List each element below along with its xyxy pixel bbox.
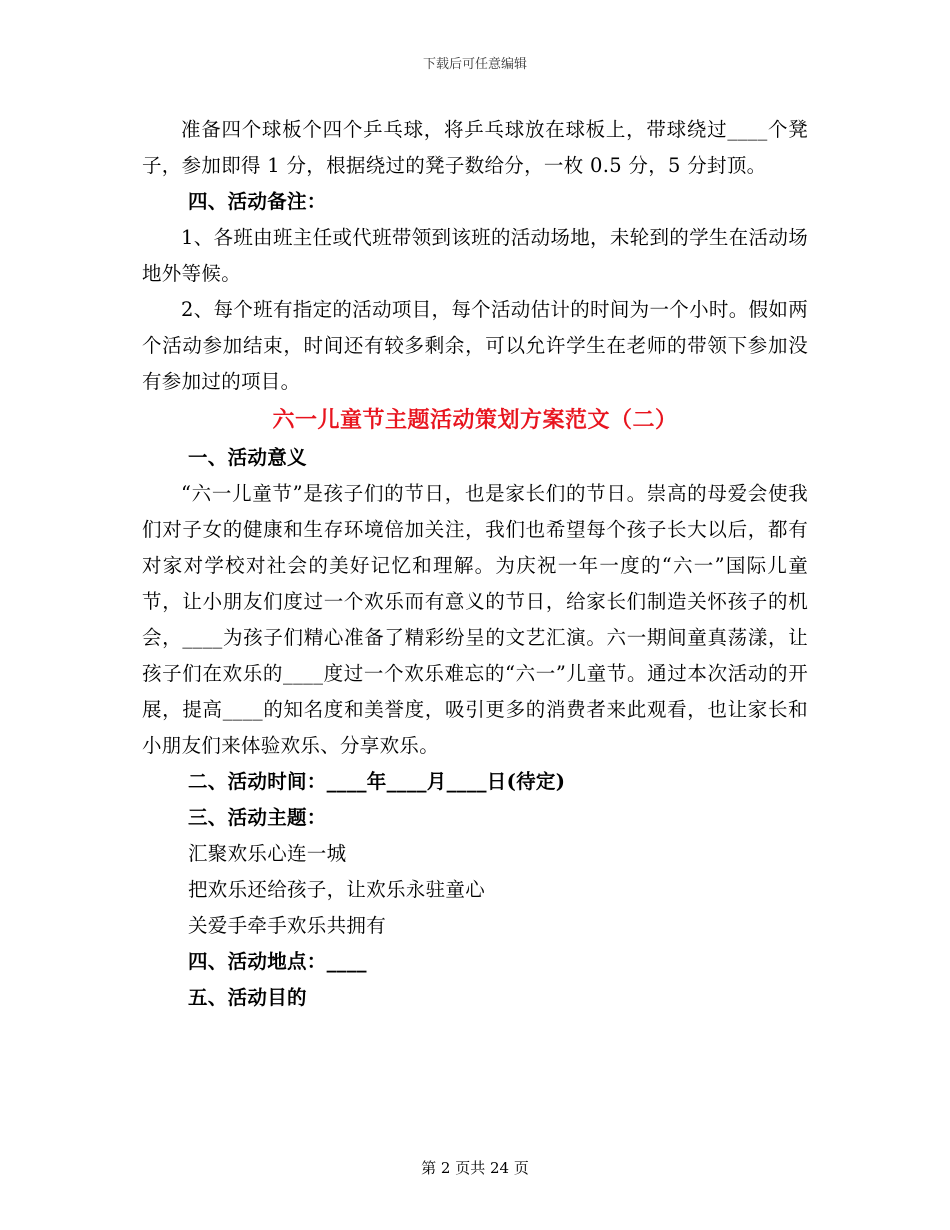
paragraph-table-tennis-rules: 准备四个球板个四个乒乓球，将乒乓球放在球板上，带球绕过____个凳子，参加即得 1 分，根据绕过的凳子数给分，一枚 0.5 分，5 分封顶。 — [142, 118, 808, 177]
theme-line-1: 汇聚欢乐心连一城 — [188, 842, 347, 865]
section-heading-place: 四、活动地点：____ — [188, 950, 367, 973]
document-body — [142, 112, 808, 1016]
paragraph-remark-2: 2、每个班有指定的活动项目，每个活动估计的时间为一个小时。假如两个活动参加结束，时间还有较多剩余，可以允许学生在老师的带领下参加没有参加过的项目。 — [142, 298, 808, 393]
section-heading-purpose: 五、活动目的 — [188, 986, 307, 1009]
theme-line-2: 把欢乐还给孩子，让欢乐永驻童心 — [188, 878, 486, 901]
section-heading-meaning: 一、活动意义 — [188, 446, 307, 469]
page-footer-number: 第 2 页共 24 页 — [421, 1159, 529, 1177]
document-section-title: 六一儿童节主题活动策划方案范文（二） — [272, 407, 678, 433]
paragraph-meaning: “六一儿童节”是孩子们的节日，也是家长们的节日。崇高的母爱会使我们对子女的健康和生存环境倍加关注，我们也希望每个孩子长大以后，都有对家对学校对社会的美好记忆和理解。为庆祝一年一度的“六一”国际儿童节，让小朋友们度过一个欢乐而有意义的节日，给家长们制造关怀孩子的机会，____为孩子们精心准备了精彩纷呈的文艺汇演。六一期间童真荡漾，让孩子们在欢乐的____度过一个欢乐难忘的“六一”儿童节。通过本次活动的开展，提高____的知名度和美誉度，吸引更多的消费者来此观看，也让家长和小朋友们来体验欢乐、分享欢乐。 — [142, 482, 808, 757]
page-header-note: 下载后可任意编辑 — [422, 57, 527, 72]
theme-line-3: 关爱手牵手欢乐共拥有 — [188, 914, 387, 937]
section-heading-theme: 三、活动主题： — [188, 806, 327, 829]
section-heading-remarks: 四、活动备注： — [188, 190, 327, 213]
section-heading-time: 二、活动时间：____年____月____日(待定) — [188, 770, 566, 793]
paragraph-remark-1: 1、各班由班主任或代班带领到该班的活动场地，未轮到的学生在活动场地外等候。 — [142, 226, 808, 285]
